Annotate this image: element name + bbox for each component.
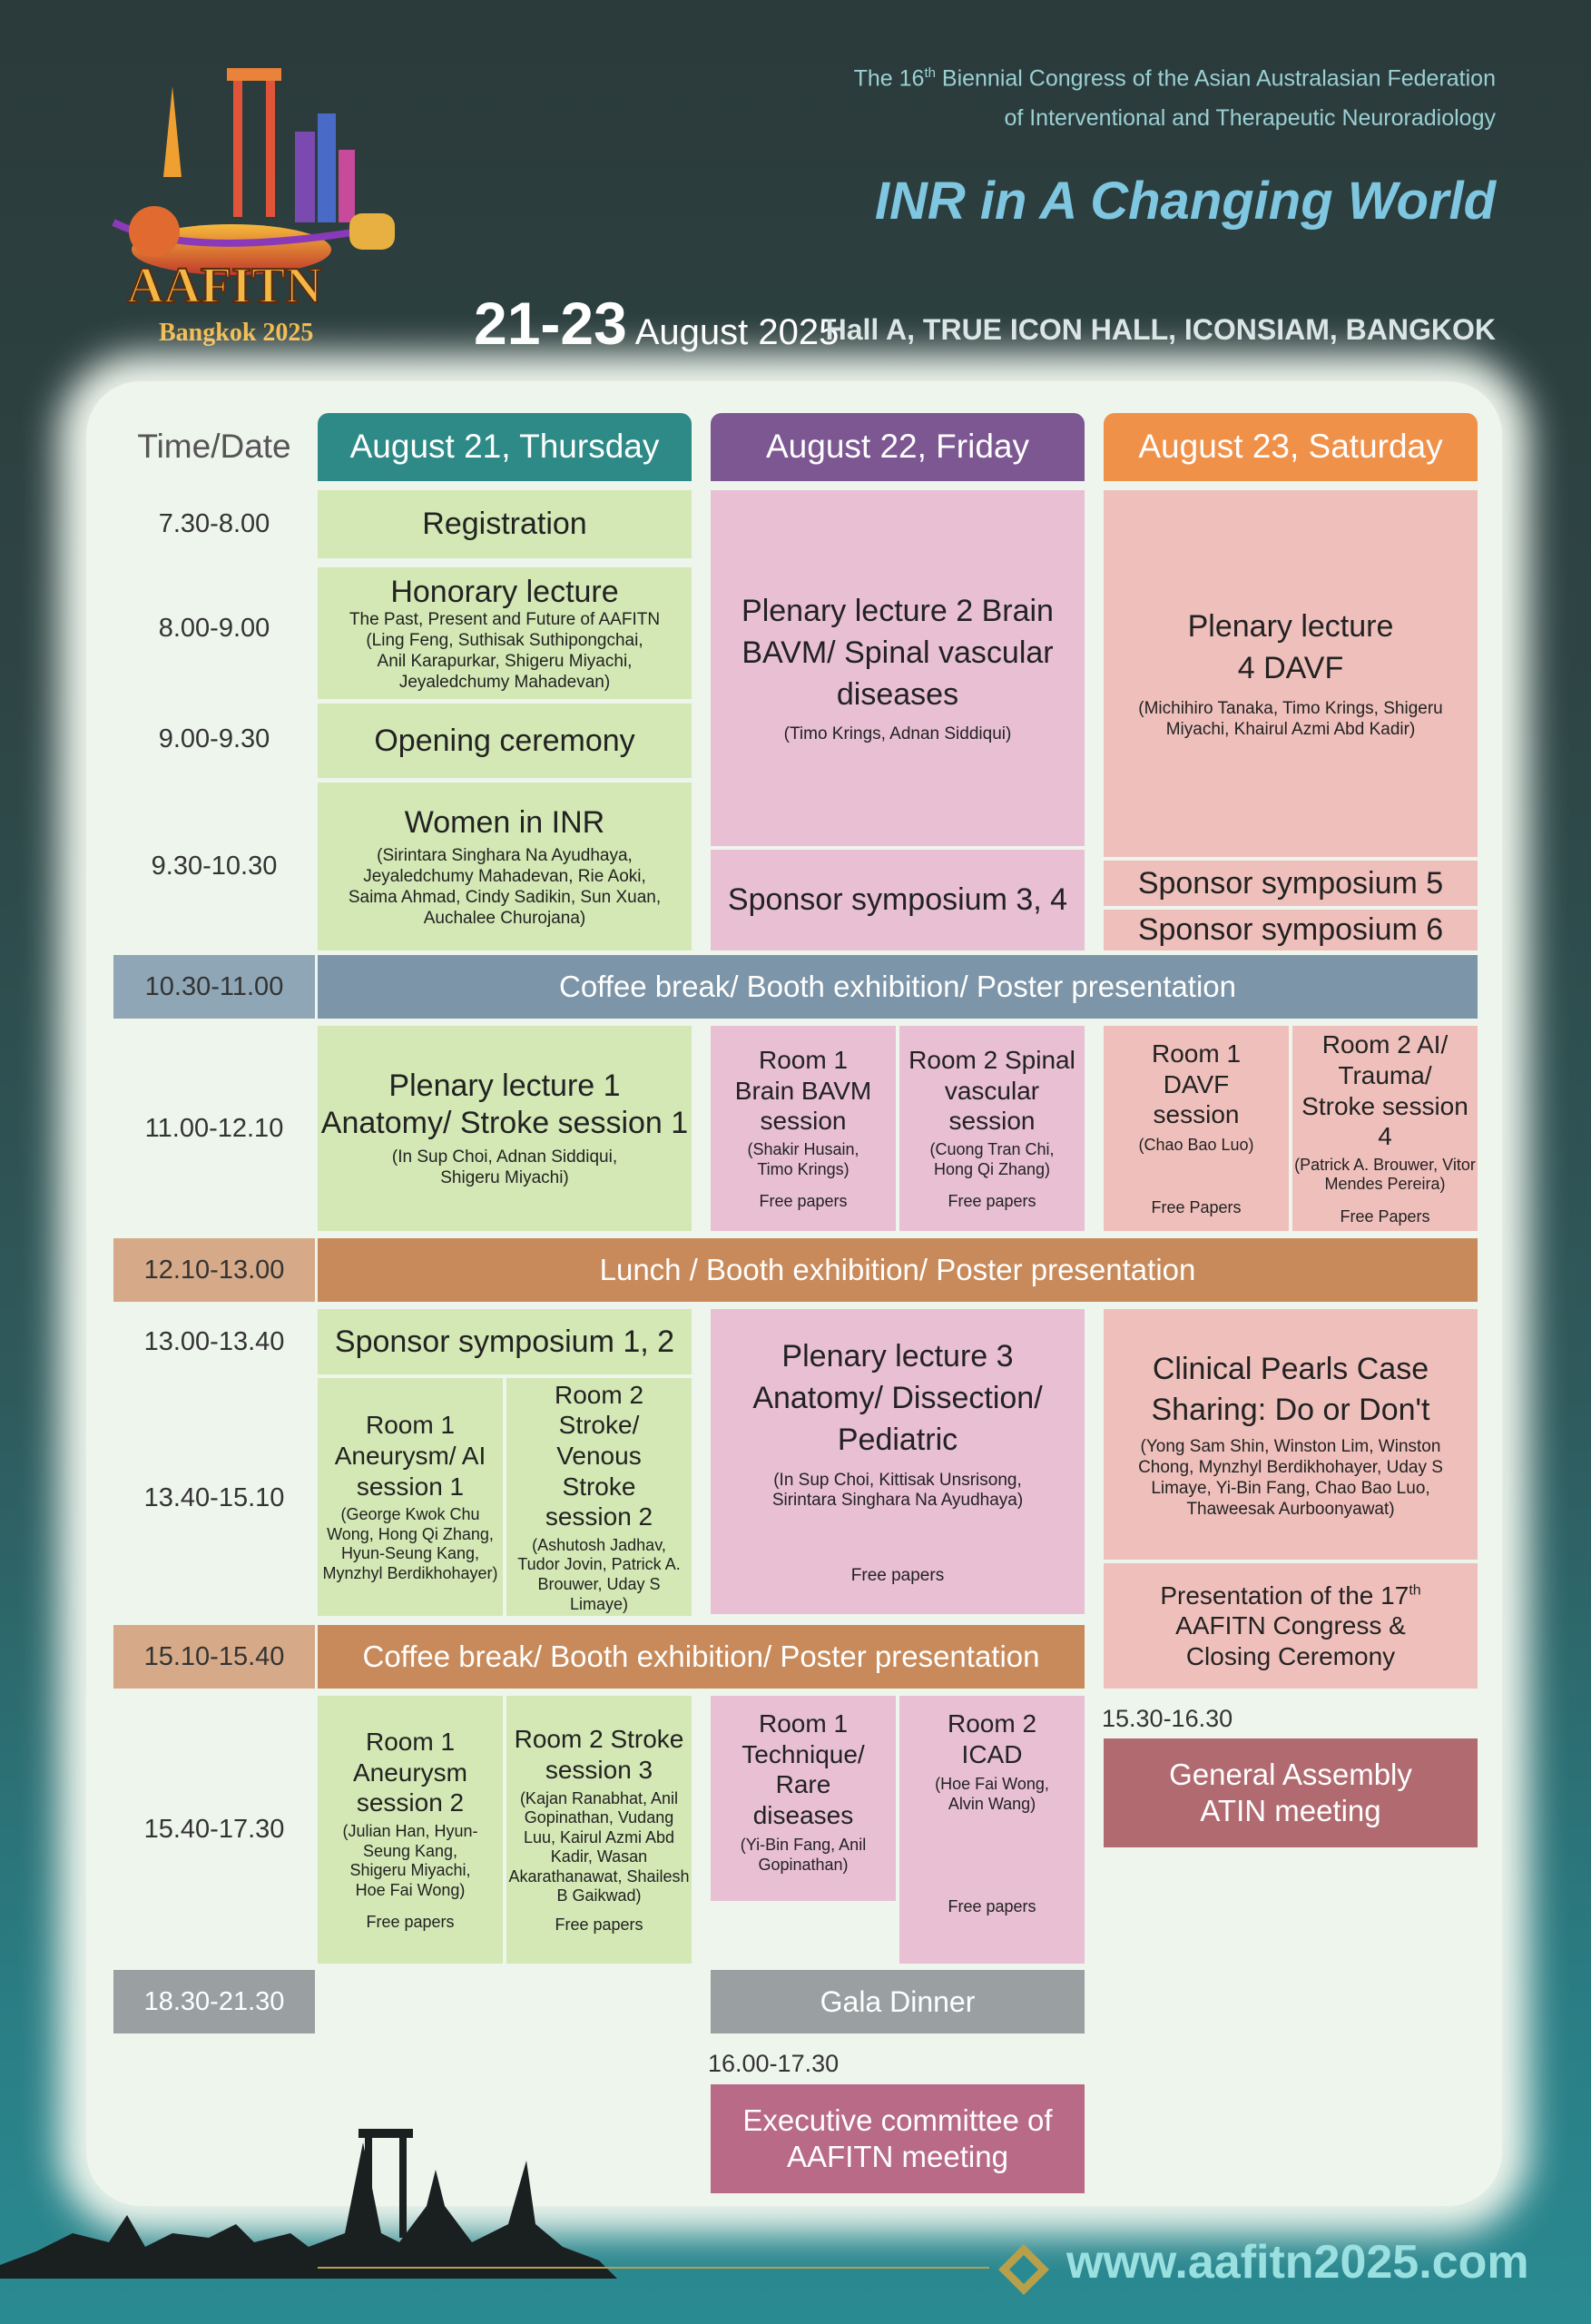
session-room2-ai-trauma: Room 2 AI/ Trauma/ Stroke session 4 (Patrick A. Brouwer, Vitor Mendes Pereira) Free Papers: [1292, 1026, 1478, 1231]
session-room1-aneurysm-2: Room 1 Aneurysm session 2 (Julian Han, Hyun-Seung Kang, Shigeru Miyachi, Hoe Fai Wong) Free papers: [318, 1696, 503, 1964]
tagline-line-1: The 16th Biennial Congress of the Asian Australasian Federation: [853, 65, 1496, 92]
session-gala-dinner: Gala Dinner: [711, 1970, 1085, 2034]
session-plenary-lecture-1: Plenary lecture 1 Anatomy/ Stroke session 1 (In Sup Choi, Adnan Siddiqui, Shigeru Miyachi): [318, 1026, 692, 1231]
time-slot: 12.10-13.00: [113, 1238, 315, 1302]
exec-meeting-time: 16.00-17.30: [708, 2050, 840, 2077]
day-header-aug22: August 22, Friday: [711, 413, 1085, 481]
band-coffee-break-1: Coffee break/ Booth exhibition/ Poster presentation: [318, 955, 1478, 1019]
session-executive-committee: Executive committee of AAFITN meeting: [711, 2084, 1085, 2193]
session-room1-aneurysm-ai: Room 1 Aneurysm/ AI session 1 (George Kwok Chu Wong, Hong Qi Zhang, Hyun-Seung Kang, Mynzhyl Berdikhohayer): [318, 1378, 503, 1616]
tagline-line-2: of Interventional and Therapeutic Neuroradiology: [1004, 105, 1496, 131]
time-slot: 15.40-17.30: [143, 1815, 285, 1845]
logo-subtext: Bangkok 2025: [159, 319, 314, 347]
time-date-header: Time/Date: [137, 428, 291, 466]
time-slot: 13.00-13.40: [143, 1326, 285, 1356]
congress-theme: INR in A Changing World: [874, 172, 1496, 231]
general-assembly-time: 15.30-16.30: [1102, 1705, 1233, 1732]
session-plenary-lecture-3: Plenary lecture 3 Anatomy/ Dissection/ Pediatric (In Sup Choi, Kittisak Unsrisong, Sirintara Singhara Na Ayudhaya) Free papers: [711, 1309, 1085, 1614]
congress-dates: 21-23 August 2025: [474, 290, 840, 357]
session-opening-ceremony: Opening ceremony: [318, 704, 692, 778]
band-coffee-break-2: Coffee break/ Booth exhibition/ Poster presentation: [318, 1625, 1085, 1689]
session-registration: Registration: [318, 490, 692, 558]
time-slot: 13.40-15.10: [143, 1482, 285, 1512]
time-slot: 11.00-12.10: [144, 1113, 284, 1143]
session-plenary-lecture-2: Plenary lecture 2 Brain BAVM/ Spinal vascular diseases (Timo Krings, Adnan Siddiqui): [711, 490, 1085, 846]
session-clinical-pearls: Clinical Pearls Case Sharing: Do or Don't (Yong Sam Shin, Winston Lim, Winston Chong, Mynzhyl Berdikhohayer, Uday S Limaye, Yi-Bin Fang, Chao Bao Luo, Thaweesak Aurboonyawat): [1104, 1309, 1478, 1560]
day-header-aug23: August 23, Saturday: [1104, 413, 1478, 481]
session-sponsor-symposium-5: Sponsor symposium 5: [1104, 861, 1478, 906]
logo-text: AAFITN: [127, 258, 322, 314]
congress-logo: [77, 50, 440, 359]
session-room1-bavm: Room 1 Brain BAVM session (Shakir Husain, Timo Krings) Free papers: [711, 1026, 896, 1231]
time-slot: 9.00-9.30: [158, 724, 270, 754]
session-room1-technique: Room 1 Technique/ Rare diseases (Yi-Bin Fang, Anil Gopinathan): [711, 1696, 896, 1901]
website-link[interactable]: www.aafitn2025.com: [1066, 2236, 1529, 2289]
session-room2-stroke-3: Room 2 Stroke session 3 (Kajan Ranabhat, Anil Gopinathan, Vudang Luu, Kairul Azmi Abd Kadir, Wasan Akarathanawat, Shailesh B Gaikwad) Free papers: [506, 1696, 692, 1964]
day-header-aug21: August 21, Thursday: [318, 413, 692, 481]
session-women-in-inr: Women in INR (Sirintara Singhara Na Ayudhaya, Jeyaledchumy Mahadevan, Rie Aoki, Saima Ahmad, Cindy Sadikin, Sun Xuan, Auchalee Churojana): [318, 783, 692, 950]
time-slot: 9.30-10.30: [151, 852, 278, 881]
time-slot: 15.10-15.40: [113, 1625, 315, 1689]
session-honorary-lecture: Honorary lecture The Past, Present and Future of AAFITN (Ling Feng, Suthisak Suthipongchai, Anil Karapurkar, Shigeru Miyachi, Jeyaledchumy Mahadevan): [318, 567, 692, 699]
footer-divider: [318, 2267, 989, 2269]
session-sponsor-symposium-6: Sponsor symposium 6: [1104, 910, 1478, 950]
session-closing-ceremony: Presentation of the 17th AAFITN Congress & Closing Ceremony: [1104, 1563, 1478, 1689]
session-room1-davf: Room 1 DAVF session (Chao Bao Luo) Free Papers: [1104, 1026, 1289, 1231]
congress-venue: Hall A, TRUE ICON HALL, ICONSIAM, BANGKOK: [825, 313, 1496, 346]
session-room2-spinal-vascular: Room 2 Spinal vascular session (Cuong Tran Chi, Hong Qi Zhang) Free papers: [899, 1026, 1085, 1231]
time-slot: 10.30-11.00: [113, 955, 315, 1019]
time-slot: 8.00-9.00: [158, 614, 270, 644]
session-sponsor-symposium-1-2: Sponsor symposium 1, 2: [318, 1309, 692, 1374]
band-lunch: Lunch / Booth exhibition/ Poster presentation: [318, 1238, 1478, 1302]
bangkok-skyline-silhouette: [0, 2097, 617, 2279]
session-room2-stroke-venous: Room 2 Stroke/ Venous Stroke session 2 (Ashutosh Jadhav, Tudor Jovin, Patrick A. Brouwer, Uday S Limaye): [506, 1378, 692, 1616]
time-slot: 18.30-21.30: [113, 1970, 315, 2034]
session-general-assembly: General Assembly ATIN meeting: [1104, 1738, 1478, 1847]
session-sponsor-symposium-3-4: Sponsor symposium 3, 4: [711, 850, 1085, 950]
time-slot: 7.30-8.00: [158, 509, 270, 539]
diamond-icon: [997, 2242, 1051, 2301]
session-plenary-lecture-4: Plenary lecture 4 DAVF (Michihiro Tanaka, Timo Krings, Shigeru Miyachi, Khairul Azmi Abd Kadir): [1104, 490, 1478, 857]
session-room2-icad: Room 2 ICAD (Hoe Fai Wong, Alvin Wang) Free papers: [899, 1696, 1085, 1964]
